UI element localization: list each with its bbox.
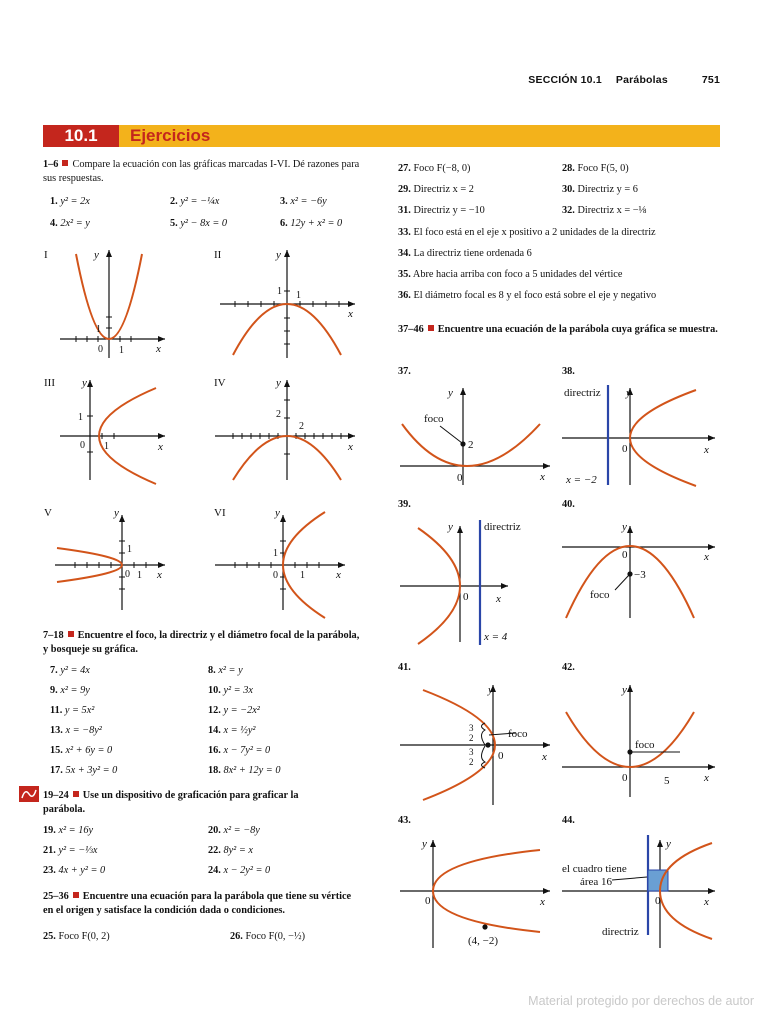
section-topic: Parábolas: [615, 74, 668, 86]
directrix-label: directriz: [602, 926, 639, 938]
tick-label: 1: [296, 290, 301, 301]
exercise-number: 23.: [43, 865, 56, 876]
exercise-number: 3.: [280, 196, 288, 207]
axis-label: x: [348, 441, 353, 453]
exercise-number: 13.: [50, 725, 63, 736]
fraction-numerator: 3: [469, 747, 474, 757]
focus-point: [485, 742, 490, 747]
exercise-equation: x² = −6y: [290, 196, 327, 207]
value-label: −3: [634, 569, 646, 581]
exercise-equation: x − 2y² = 0: [223, 865, 271, 876]
figure-number: 41.: [398, 662, 411, 673]
exercise-equation: y² = 4x: [60, 665, 90, 676]
point-label: (4, −2): [468, 935, 499, 947]
exercise-equation: 5x + 3y² = 0: [65, 765, 118, 776]
axis-label: x: [704, 444, 709, 456]
exercise-equation: y² = −⅓x: [58, 845, 98, 856]
red-square-icon: [62, 160, 68, 166]
instruction-text: Encuentre una ecuación para la parábola que tiene su vértice en el origen y satisface la condición dada o condiciones.: [43, 891, 352, 916]
data-point: [482, 924, 487, 929]
origin-label: 0: [457, 472, 463, 484]
red-square-icon: [68, 631, 74, 637]
exercise-equation: 12y + x² = 0: [290, 218, 343, 229]
range-label: 19–24: [43, 790, 69, 801]
exercise-equation: Directriz y = 6: [577, 184, 638, 195]
axis-label: x: [156, 343, 161, 355]
directrix-label: directriz: [564, 387, 601, 399]
exercise-number: 20.: [208, 825, 221, 836]
range-label: 7–18: [43, 630, 64, 641]
red-square-icon: [73, 791, 79, 797]
tick-label: 0: [273, 570, 278, 581]
exercise-equation: Directriz y = −10: [413, 205, 485, 216]
fraction-denominator: 2: [469, 757, 474, 767]
banner-number: 10.1: [43, 125, 119, 147]
figure-number: 44.: [562, 815, 575, 826]
exercise-equation: y² = −¼x: [180, 196, 220, 207]
equations-25-26: [43, 930, 363, 946]
exercise-number: 33.: [398, 227, 411, 238]
axis-label: x: [540, 896, 545, 908]
exercise-equation: Foco F(−8, 0): [413, 163, 471, 174]
focus-label: foco: [590, 589, 610, 601]
exercise-number: 7.: [50, 665, 58, 676]
instruction-text: Use un dispositivo de graficación para graficar la parábola.: [43, 790, 299, 815]
tick-label: 0: [98, 344, 103, 355]
origin-label: 0: [622, 549, 628, 561]
exercise-number: 24.: [208, 865, 221, 876]
axis-label: x: [704, 551, 709, 563]
exercise-number: 18.: [208, 765, 221, 776]
equations-27-32: [398, 162, 728, 222]
exercise-number: 11.: [50, 705, 63, 716]
exercise-equation: 4x + y² = 0: [58, 865, 106, 876]
exercise-number: 31.: [398, 205, 411, 216]
instruction-19-24: [43, 789, 343, 817]
tick-label: 1: [300, 570, 305, 581]
axis-label: x: [704, 772, 709, 784]
area-note: área 16: [580, 876, 613, 888]
tick-label: 1: [127, 544, 132, 555]
exercise-equation: x² = y: [218, 665, 243, 676]
exercise-equation: 8y² = x: [223, 845, 253, 856]
exercise-number: 28.: [562, 163, 575, 174]
figures-37-44: [390, 360, 730, 950]
instruction-text: Encuentre el foco, la directriz y el diámetro focal de la parábola, y bosqueje su gráfica.: [43, 630, 360, 655]
copyright-watermark: Material protegido por derechos de autor: [528, 994, 754, 1008]
exercise-number: 35.: [398, 269, 411, 280]
tick-label: 1: [273, 548, 278, 559]
axis-label: y: [666, 838, 671, 850]
graph-label-vi: VI: [214, 507, 226, 519]
exercise-equation: y = −2x²: [223, 705, 260, 716]
exercise-equation: Directriz x = 2: [413, 184, 474, 195]
tick-label: 2: [299, 421, 304, 432]
axis-label: y: [276, 377, 281, 389]
exercise-equation: y² = 2x: [60, 196, 90, 207]
exercise-equation: x − 7y² = 0: [223, 745, 271, 756]
axis-label: y: [626, 387, 631, 399]
directrix-equation: x = 4: [484, 631, 508, 643]
tick-label: 1: [277, 286, 282, 297]
exercise-number: 27.: [398, 163, 411, 174]
tick-label: 1: [119, 345, 124, 356]
focus-label: foco: [424, 413, 444, 425]
exercise-number: 10.: [208, 685, 221, 696]
exercise-equation: x² + 6y = 0: [65, 745, 113, 756]
exercise-number: 16.: [208, 745, 221, 756]
exercise-equation: Directriz x = −⅛: [577, 205, 647, 216]
tick-label: 0: [80, 440, 85, 451]
exercise-text: Abre hacia arriba con foco a 5 unidades del vértice: [412, 269, 623, 280]
instruction-1-6: [43, 158, 363, 186]
banner-title: Ejercicios: [130, 126, 211, 145]
exercise-equation: Foco F(0, 2): [58, 931, 110, 942]
instruction-text: Encuentre una ecuación de la parábola cuya gráfica se muestra.: [437, 324, 718, 335]
value-label: 2: [468, 439, 474, 451]
exercise-number: 22.: [208, 845, 221, 856]
graphs-i-vi: [30, 240, 370, 610]
origin-label: 0: [463, 591, 469, 603]
axis-label: y: [622, 521, 627, 533]
graph-label-iv: IV: [214, 377, 226, 389]
axis-label: x: [542, 751, 547, 763]
exercise-number: 8.: [208, 665, 216, 676]
exercise-text: El diámetro focal es 8 y el foco está sobre el eje y negativo: [413, 290, 657, 301]
red-square-icon: [428, 325, 434, 331]
axis-label: y: [94, 249, 99, 261]
origin-label: 0: [622, 443, 628, 455]
exercise-equation: Foco F(0, −½): [245, 931, 306, 942]
axis-label: y: [114, 507, 119, 519]
page-number: 751: [701, 74, 720, 86]
exercise-number: 9.: [50, 685, 58, 696]
tick-label: 1: [137, 570, 142, 581]
exercise-number: 1.: [50, 196, 58, 207]
axis-label: x: [157, 569, 162, 581]
exercise-equation: y = 5x²: [64, 705, 95, 716]
exercise-number: 19.: [43, 825, 56, 836]
axis-label: x: [348, 308, 353, 320]
fraction-numerator: 3: [469, 723, 474, 733]
exercise-number: 15.: [50, 745, 63, 756]
exercise-text: La directriz tiene ordenada 6: [413, 248, 532, 259]
origin-label: 0: [498, 750, 504, 762]
exercise-equation: y² − 8x = 0: [180, 218, 228, 229]
graphing-device-icon: [19, 786, 39, 802]
red-square-icon: [73, 892, 79, 898]
exercise-equation: Foco F(5, 0): [577, 163, 629, 174]
figure-number: 39.: [398, 499, 411, 510]
figure-number: 42.: [562, 662, 575, 673]
figure-number: 38.: [562, 366, 575, 377]
directrix-label: directriz: [484, 521, 521, 533]
tick-label: 1: [78, 412, 83, 423]
axis-label: y: [622, 684, 627, 696]
figure-number: 37.: [398, 366, 411, 377]
axis-label: y: [82, 377, 87, 389]
axis-label: y: [276, 249, 281, 261]
origin-label: 0: [655, 895, 661, 907]
exercise-text: El foco está en el eje x positivo a 2 unidades de la directriz: [413, 227, 656, 238]
exercise-number: 2.: [170, 196, 178, 207]
instruction-7-18: [43, 629, 363, 657]
exercise-equation: 8x² + 12y = 0: [223, 765, 281, 776]
exercise-number: 14.: [208, 725, 221, 736]
exercises-33-36: [398, 226, 728, 310]
axis-label: y: [488, 684, 493, 696]
exercise-equation: x = −8y²: [65, 725, 102, 736]
instruction-text: Compare la ecuación con las gráficas marcadas I-VI. Dé razones para sus respuestas.: [43, 159, 360, 184]
tick-label: 1: [96, 324, 101, 335]
equations-7-18: [50, 664, 370, 784]
graph-label-i: I: [44, 249, 48, 261]
axis-label: x: [704, 896, 709, 908]
exercise-equation: x² = 9y: [60, 685, 90, 696]
fraction-denominator: 2: [469, 733, 474, 743]
focus-label: foco: [508, 728, 528, 740]
exercise-number: 30.: [562, 184, 575, 195]
axis-label: x: [540, 471, 545, 483]
directrix-equation: x = −2: [566, 474, 597, 486]
exercise-number: 29.: [398, 184, 411, 195]
axis-label: y: [448, 387, 453, 399]
exercise-number: 12.: [208, 705, 221, 716]
exercise-number: 21.: [43, 845, 56, 856]
figure-number: 40.: [562, 499, 575, 510]
axis-label: y: [422, 838, 427, 850]
exercise-number: 34.: [398, 248, 411, 259]
range-label: 37–46: [398, 324, 424, 335]
exercise-number: 25.: [43, 931, 56, 942]
exercise-equation: 2x² = y: [60, 218, 90, 229]
exercise-equation: x² = 16y: [58, 825, 94, 836]
focus-label: foco: [635, 739, 655, 751]
range-label: 25–36: [43, 891, 69, 902]
instruction-37-46: [398, 323, 723, 337]
exercise-number: 5.: [170, 218, 178, 229]
exercise-number: 26.: [230, 931, 243, 942]
origin-label: 0: [622, 772, 628, 784]
tick-label: 1: [104, 441, 109, 452]
exercise-banner: [43, 125, 720, 147]
range-label: 1–6: [43, 159, 59, 170]
graph-label-v: V: [44, 507, 52, 519]
exercise-number: 36.: [398, 290, 411, 301]
exercise-number: 17.: [50, 765, 63, 776]
exercise-number: 6.: [280, 218, 288, 229]
running-header: [514, 74, 720, 86]
graph-label-ii: II: [214, 249, 222, 261]
equations-19-24: [43, 824, 363, 884]
instruction-25-36: [43, 890, 363, 918]
exercise-equation: x = ½y²: [223, 725, 256, 736]
exercise-equation: x² = −8y: [223, 825, 260, 836]
exercise-number: 32.: [562, 205, 575, 216]
axis-label: y: [448, 521, 453, 533]
axis-label: x: [158, 441, 163, 453]
origin-label: 0: [425, 895, 431, 907]
parabola-curve: [433, 850, 540, 891]
exercise-equation: y² = 3x: [223, 685, 253, 696]
figure-number: 43.: [398, 815, 411, 826]
tick-label: 0: [125, 569, 130, 580]
graph-label-iii: III: [44, 377, 55, 389]
tick-label: 2: [276, 409, 281, 420]
exercise-number: 4.: [50, 218, 58, 229]
value-label: 5: [664, 775, 670, 787]
axis-label: y: [275, 507, 280, 519]
axis-label: x: [496, 593, 501, 605]
axis-label: x: [336, 569, 341, 581]
area-note: el cuadro tiene: [562, 863, 627, 875]
section-label: SECCIÓN 10.1: [528, 74, 602, 86]
